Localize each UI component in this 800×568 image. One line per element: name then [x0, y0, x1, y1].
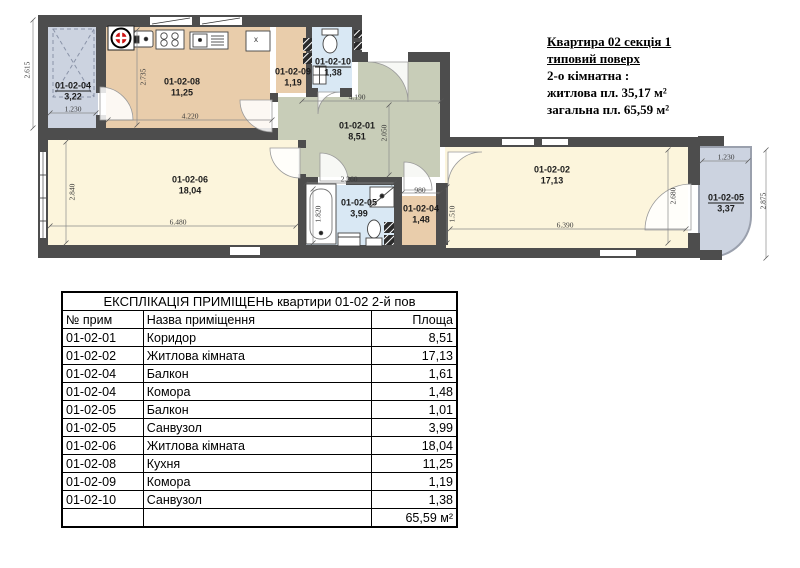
room-code: 01-02-05 [340, 197, 378, 208]
cell-area: 1,38 [371, 491, 457, 509]
cell-area: 3,99 [371, 419, 457, 437]
dimension-label: 6.480 [169, 217, 187, 227]
table-title: ЕКСПЛІКАЦІЯ ПРИМІЩЕНЬ квартири 01-02 2-й пов [62, 292, 457, 311]
dimension-label: 2.840 [67, 183, 77, 201]
room-label-01-02-09 [275, 67, 311, 88]
room-code: 01-02-10 [314, 56, 352, 67]
table-row [62, 365, 457, 383]
cell-name: Балкон [143, 365, 371, 383]
summary-total-area: загальна пл. 65,59 м² [547, 102, 670, 117]
dimension-label: 2.875 [758, 192, 768, 210]
cell-number: 01-02-04 [62, 383, 143, 401]
cell-number: 01-02-04 [62, 365, 143, 383]
cell-name: Комора [143, 383, 371, 401]
room-code: 01-02-02 [533, 164, 571, 175]
room-area: 3,99 [350, 208, 368, 218]
col-header-area: Площа [371, 311, 457, 329]
cell-number: 01-02-01 [62, 329, 143, 347]
cell-area: 11,25 [371, 455, 457, 473]
toilet-tank-icon [322, 29, 338, 35]
stove-icon [156, 30, 184, 49]
cell-name: Житлова кімната [143, 347, 371, 365]
dimension-label: 4.190 [348, 92, 366, 102]
room-area: 1,19 [284, 77, 302, 87]
cell-number: 01-02-06 [62, 437, 143, 455]
toilet-icon [323, 35, 337, 53]
room-label-01-02-05 [708, 193, 744, 214]
dimension-label: 980 [414, 185, 426, 195]
room-label-01-02-06 [172, 175, 208, 196]
room-label-01-02-04 [403, 204, 439, 225]
room-code: 01-02-04 [54, 80, 92, 91]
room-label-01-02-04 [55, 81, 91, 102]
table-total-row [62, 509, 457, 528]
fridge-icon [246, 31, 270, 51]
cell-number: 01-02-08 [62, 455, 143, 473]
table-row [62, 473, 457, 491]
room-label-01-02-02 [534, 165, 570, 186]
window-glazing [40, 18, 240, 238]
table-row [62, 329, 457, 347]
cell-name: Житлова кімната [143, 437, 371, 455]
cell-area: 17,13 [371, 347, 457, 365]
explication-table-wrap [61, 291, 458, 528]
room-area: 17,13 [540, 175, 564, 185]
table-row [62, 383, 457, 401]
room-code: 01-02-09 [274, 66, 312, 77]
dimension-label: 1.820 [313, 205, 323, 223]
cell-name: Комора [143, 473, 371, 491]
table-row [62, 419, 457, 437]
table-header-row [62, 311, 457, 329]
dimension-label: 2.615 [22, 61, 32, 79]
table-body [62, 329, 457, 509]
cell-area: 18,04 [371, 437, 457, 455]
table-row [62, 347, 457, 365]
cell-area: 1,61 [371, 365, 457, 383]
cell-number: 01-02-05 [62, 401, 143, 419]
table-row [62, 401, 457, 419]
cell-name: Балкон [143, 401, 371, 419]
total-empty-name [143, 509, 371, 528]
dimension-label: 2.260 [340, 174, 358, 184]
cell-number: 01-02-02 [62, 347, 143, 365]
total-area-value: 65,59 м² [371, 509, 457, 528]
dimension-label: 2.050 [379, 124, 389, 142]
col-header-number: № прим [62, 311, 143, 329]
total-empty-number [62, 509, 143, 528]
sink-icon [190, 32, 228, 49]
room-area: 3,37 [717, 203, 735, 213]
room-code: 01-02-08 [163, 76, 201, 87]
room-label-01-02-08 [164, 77, 200, 98]
dimension-label: 1.510 [447, 205, 457, 223]
washer-icon [338, 233, 360, 246]
explication-table [61, 291, 458, 528]
room-code: 01-02-04 [402, 203, 440, 214]
dimension-label: 1.230 [64, 104, 82, 114]
col-header-name: Назва приміщення [143, 311, 371, 329]
room-code: 01-02-01 [338, 120, 376, 131]
cell-area: 1,48 [371, 383, 457, 401]
cell-name: Коридор [143, 329, 371, 347]
cell-name: Санвузол [143, 491, 371, 509]
summary-living-area: житлова пл. 35,17 м² [547, 85, 667, 100]
room-code: 01-02-06 [171, 174, 209, 185]
room-area: 11,25 [170, 87, 194, 97]
cell-number: 01-02-10 [62, 491, 143, 509]
dimension-label: 4.220 [181, 111, 199, 121]
table-row [62, 491, 457, 509]
room-label-01-02-05 [341, 198, 377, 219]
fan-icon [108, 26, 134, 50]
summary-rooms: 2-о кімнатна : [547, 68, 630, 83]
room-area: 8,51 [348, 131, 366, 141]
dimension-label: 2.680 [668, 187, 678, 205]
cell-name: Санвузол [143, 419, 371, 437]
cell-name: Кухня [143, 455, 371, 473]
summary-title: Квартира 02 секція 1 [547, 34, 672, 49]
table-row [62, 437, 457, 455]
room-area: 1,38 [324, 67, 342, 77]
toilet05-tank-icon [366, 238, 382, 246]
cell-area: 1,01 [371, 401, 457, 419]
dimension-label: 1.230 [717, 152, 735, 162]
toilet05-icon [368, 220, 381, 238]
kitchen-fixtures [133, 30, 270, 51]
room-label-01-02-01 [339, 121, 375, 142]
table-title-row [62, 292, 457, 311]
summary-floor: типовий поверх [547, 51, 640, 66]
cell-area: 1,19 [371, 473, 457, 491]
room-label-01-02-10 [315, 57, 351, 78]
cell-number: 01-02-09 [62, 473, 143, 491]
room-code: 01-02-05 [707, 192, 745, 203]
fridge-label: x [254, 35, 258, 44]
room-area: 1,48 [412, 214, 430, 224]
cell-number: 01-02-05 [62, 419, 143, 437]
cell-area: 8,51 [371, 329, 457, 347]
dimension-label: 2.735 [138, 68, 148, 86]
dimension-label: 6.390 [556, 220, 574, 230]
room-area: 3,22 [64, 91, 82, 101]
table-row [62, 455, 457, 473]
room-area: 18,04 [178, 185, 202, 195]
